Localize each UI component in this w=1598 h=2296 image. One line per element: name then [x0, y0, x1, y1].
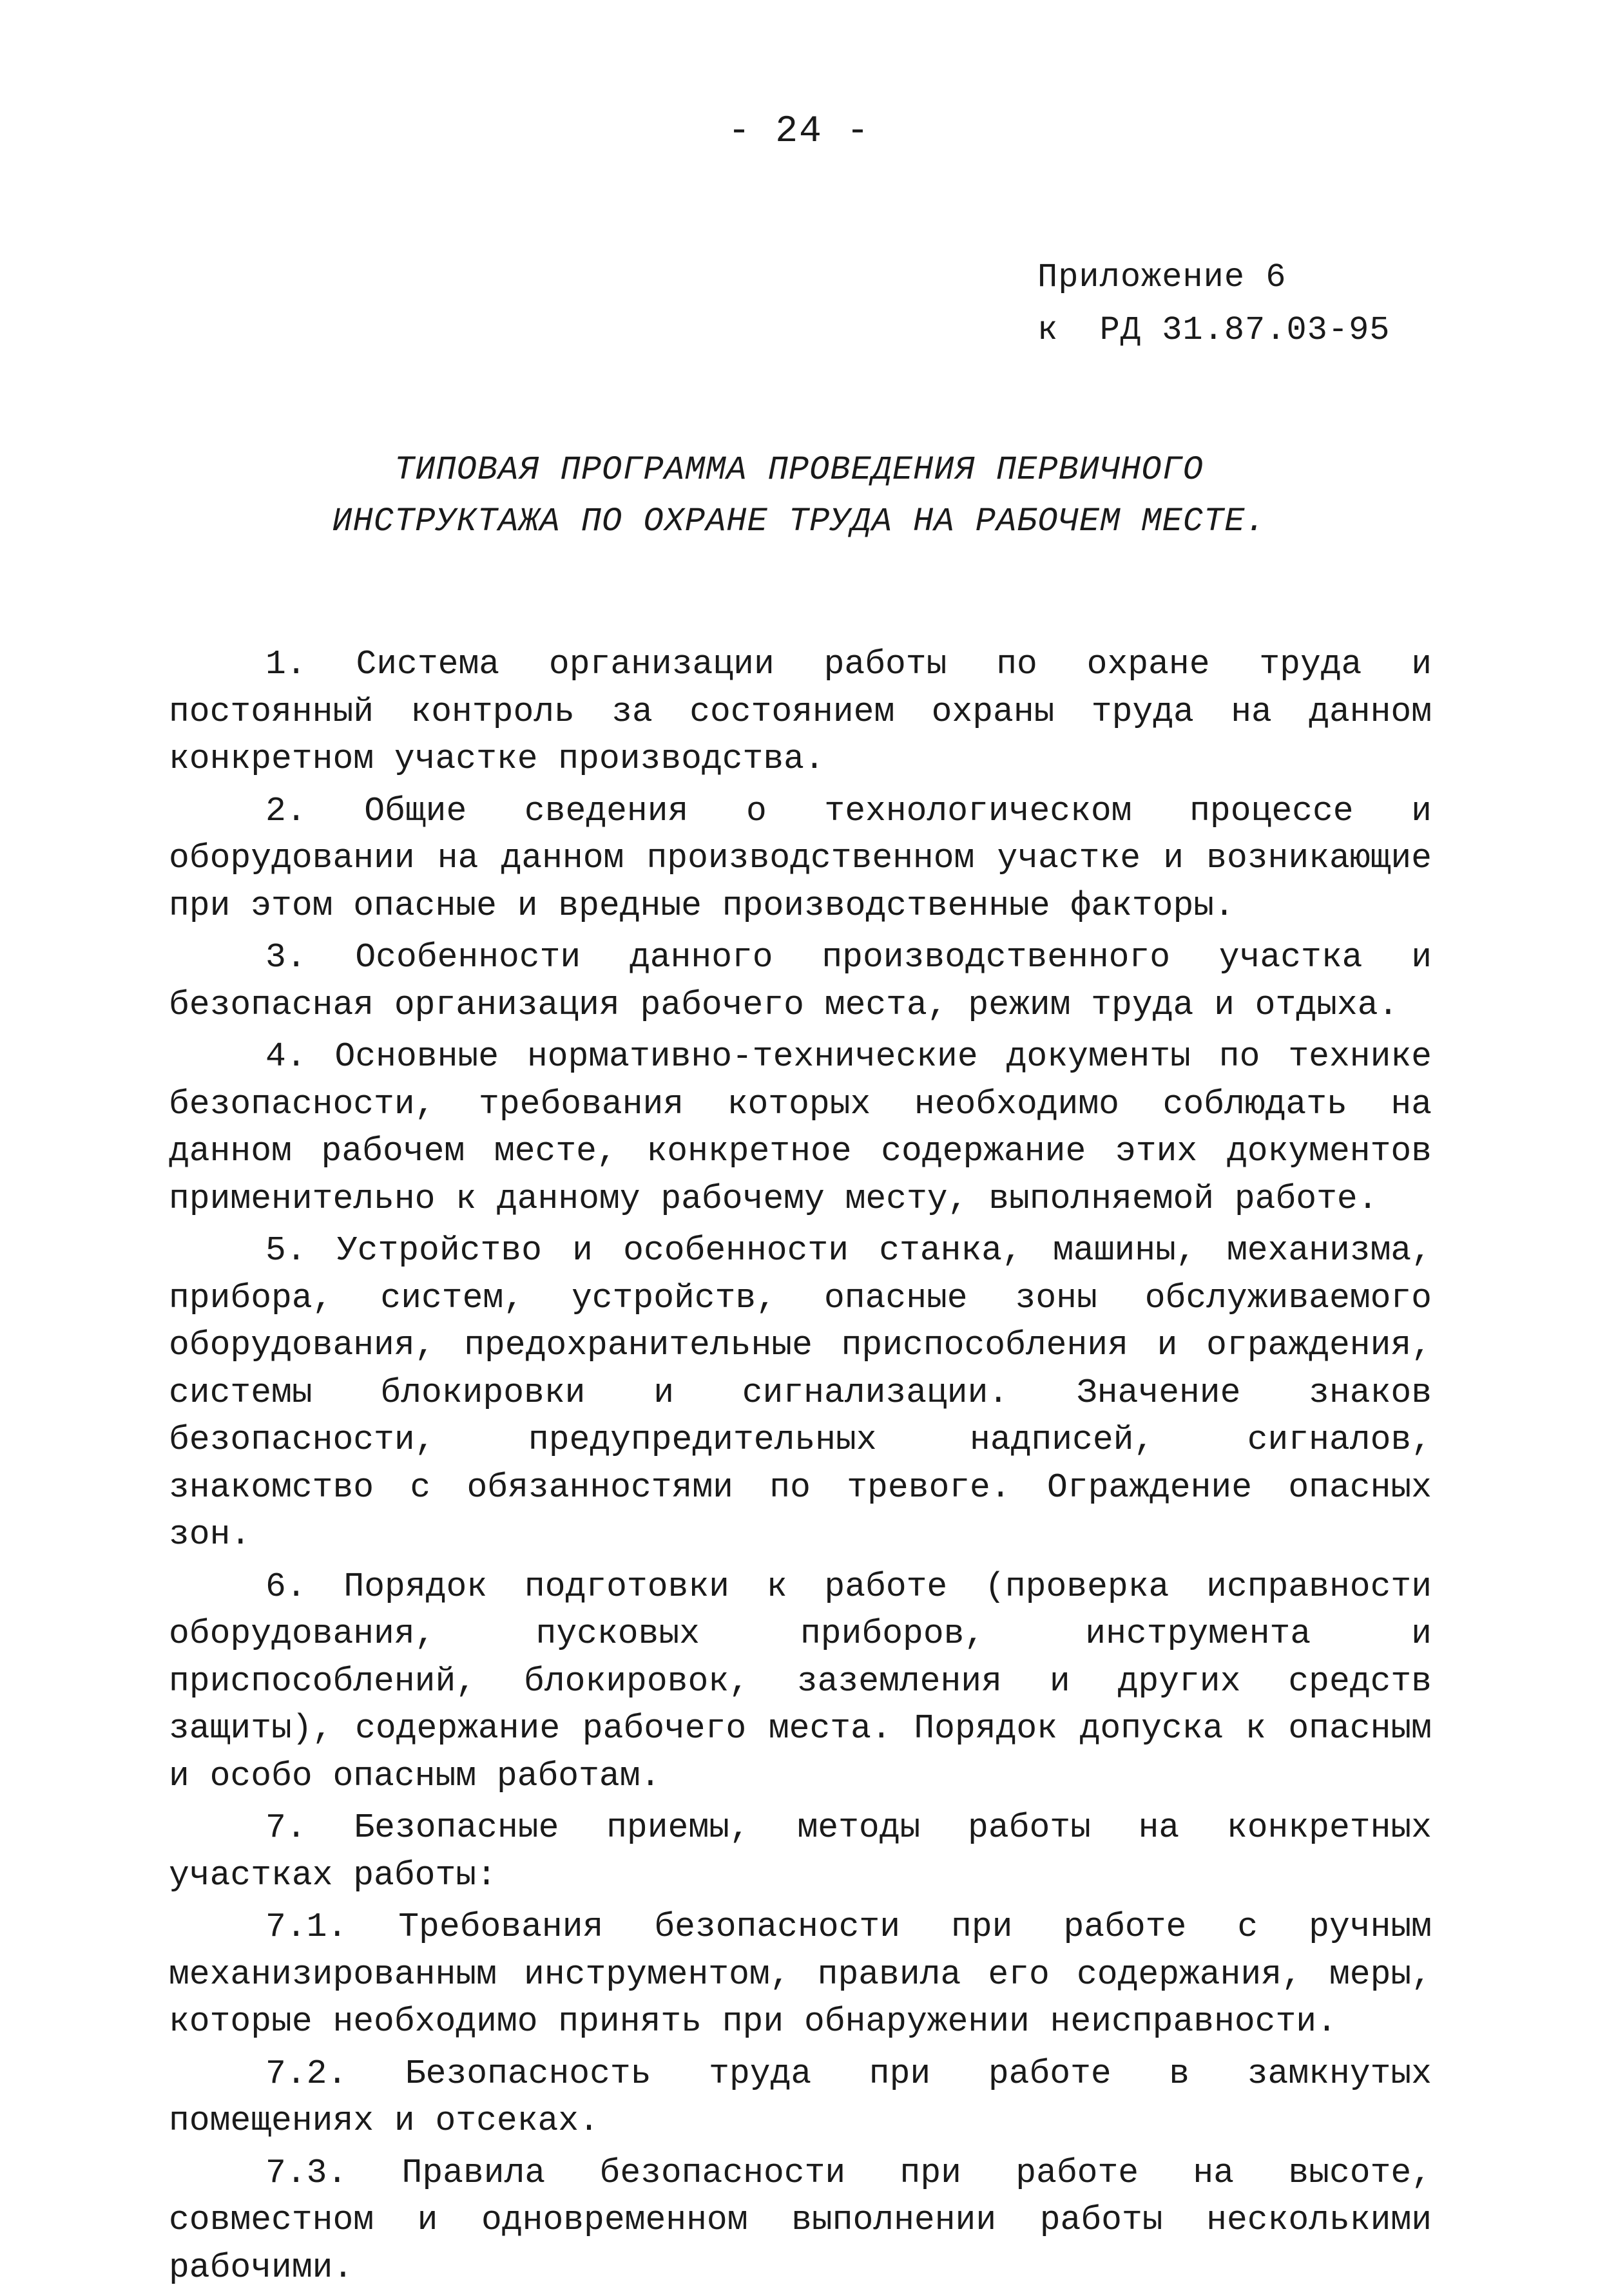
title-line-2: ИНСТРУКТАЖА ПО ОХРАНЕ ТРУДА НА РАБОЧЕМ МЕСТЕ. [332, 502, 1266, 541]
item-2: 2. Общие сведения о технологическом процессе и оборудовании на данном производственном участке и возникающие при этом опасные и вредные производственные факторы. [169, 791, 1432, 925]
program-items [169, 641, 1432, 2296]
page-number: - 24 - [727, 111, 871, 153]
appendix-document-code: к РД 31.87.03-95 [1037, 311, 1391, 349]
item-4: 4. Основные нормативно-технические документы по технике безопасности, требования которых необходимо соблюдать на данном рабочем месте, конкретное содержание этих документов применительно к данному рабочему месту, выполняемой работе. [169, 1037, 1432, 1218]
item-7-3: 7.3. Правила безопасности при работе на высоте, совместном и одновременном выполнении работы несколькими рабочими. [169, 2153, 1432, 2287]
item-3: 3. Особенности данного производственного участка и безопасная организация рабочего места, режим труда и отдыха. [169, 938, 1432, 1024]
document-title [0, 445, 1598, 548]
item-5: 5. Устройство и особенности станка, машины, механизма, прибора, систем, устройств, опасные зоны обслуживаемого оборудования, предохранительные приспособления и ограждения, системы блокировки и сигнализации. Значение знаков безопасности, предупредительных надписей, сигналов, знакомство с обязанностями по тревоге. Ограждение опасных зон. [169, 1231, 1432, 1554]
item-7: 7. Безопасные приемы, методы работы на конкретных участках работы: [169, 1808, 1432, 1895]
appendix-reference [1037, 251, 1391, 357]
item-1: 1. Система организации работы по охране труда и постоянный контроль за состоянием охраны труда на данном конкретном участке производства. [169, 645, 1432, 778]
title-line-1: ТИПОВАЯ ПРОГРАММА ПРОВЕДЕНИЯ ПЕРВИЧНОГО [394, 451, 1204, 489]
item-6: 6. Порядок подготовки к работе (проверка исправности оборудования, пусковых приборов, инструмента и приспособлений, блокировок, заземления и других средств защиты), содержание рабочего места. Порядок допуска к опасным и особо опасным работам. [169, 1567, 1432, 1795]
item-7-2: 7.2. Безопасность труда при работе в замкнутых помещениях и отсеках. [169, 2054, 1432, 2140]
item-7-1: 7.1. Требования безопасности при работе с ручным механизированным инструментом, правила его содержания, меры, которые необходимо принять при обнаружении неисправности. [169, 1908, 1432, 2041]
appendix-label: Приложение 6 [1037, 258, 1287, 296]
